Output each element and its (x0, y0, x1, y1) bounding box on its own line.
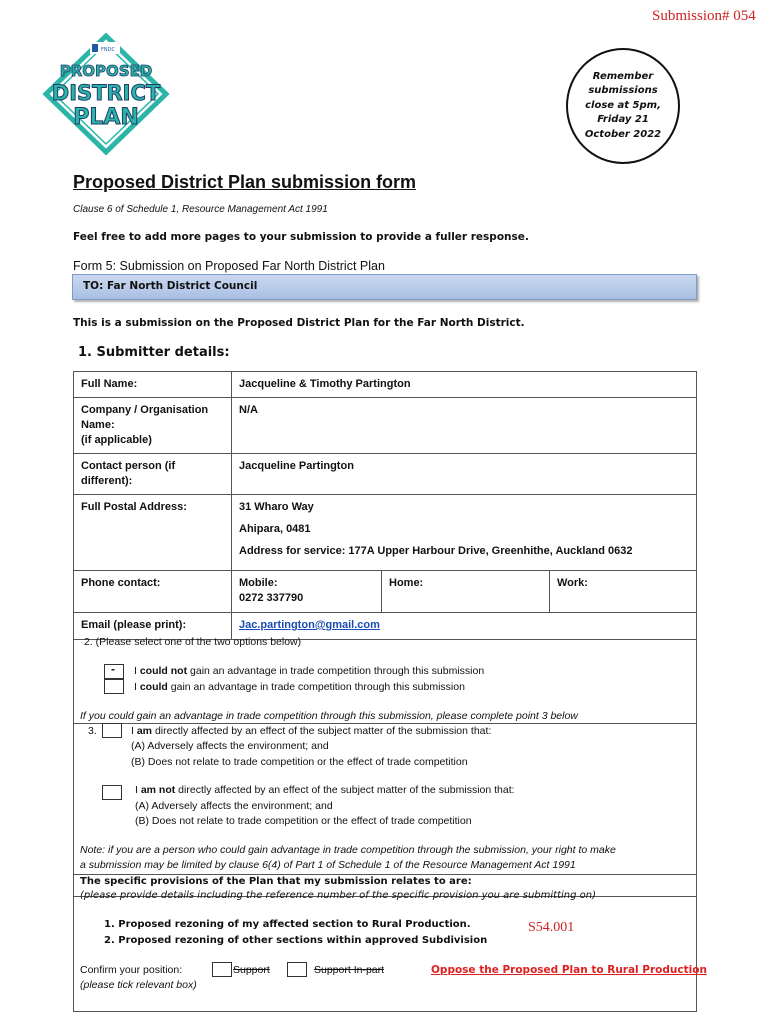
company-field[interactable]: N/A (232, 398, 697, 454)
proposed-district-plan-logo (40, 30, 172, 158)
home-phone-field[interactable]: Home: (382, 571, 550, 613)
mobile-field[interactable]: Mobile: 0272 337790 (232, 571, 382, 613)
am-not-affected-point-b: (B) Does not relate to trade competition or the effect of trade competition (135, 815, 472, 827)
confirm-position-hint: (please tick relevant box) (80, 979, 197, 991)
svg-text:DISTRICT: DISTRICT (51, 81, 161, 105)
full-name-label: Full Name: (74, 372, 232, 398)
section-1-heading: 1. Submitter details: (78, 345, 230, 360)
recipient-bar (72, 274, 697, 300)
could-not-checkbox[interactable]: - (104, 664, 124, 679)
table-row (74, 571, 697, 613)
svg-text:PROPOSED: PROPOSED (59, 62, 153, 80)
advantage-note-line-2: a submission may be limited by clause 6(4) of Part 1 of Schedule 1 of the Resource Management Act 1991 (80, 859, 576, 871)
postal-address-field[interactable]: 31 Wharo Way Ahipara, 0481 Address for service: 177A Upper Harbour Drive, Greenhithe, Auckland 0632 (232, 495, 697, 571)
point-3-note: If you could gain an advantage in trade competition through this submission, please complete point 3 below (80, 710, 578, 722)
could-checkbox[interactable] (104, 679, 124, 694)
clause-reference: Clause 6 of Schedule 1, Resource Management Act 1991 (73, 204, 328, 215)
intro-text: This is a submission on the Proposed District Plan for the Far North District. (73, 317, 525, 329)
postal-address-label: Full Postal Address: (74, 495, 232, 571)
instruction-text: Feel free to add more pages to your submission to provide a fuller response. (73, 231, 529, 243)
table-row (74, 454, 697, 495)
am-affected-checkbox[interactable] (102, 723, 122, 738)
work-phone-field[interactable]: Work: (550, 571, 697, 613)
email-link[interactable]: Jac.partington@gmail.com (239, 619, 380, 631)
am-affected-point-b: (B) Does not relate to trade competition or the effect of trade competition (131, 756, 468, 768)
advantage-note-line-1: Note: if you are a person who could gain advantage in trade competition through the submission, your right to make (80, 844, 616, 856)
am-affected-point-a: (A) Adversely affects the environment; and (131, 740, 329, 752)
am-not-affected-point-a: (A) Adversely affects the environment; and (135, 800, 333, 812)
form-title: Proposed District Plan submission form (73, 172, 417, 192)
could-option: I could gain an advantage in trade competition through this submission (134, 681, 465, 693)
submission-point-code: S54.001 (528, 920, 575, 935)
confirm-position-label: Confirm your position: (80, 964, 183, 976)
provision-item-1: 1. Proposed rezoning of my affected section to Rural Production. (104, 919, 471, 930)
provisions-subheading: (please provide details including the reference number of the specific provision you are submitting on) (80, 890, 596, 901)
support-in-part-option: Support In-part (314, 964, 385, 976)
company-label: Company / Organisation Name: (if applicable) (74, 398, 232, 454)
email-label: Email (please print): (74, 613, 232, 640)
provision-item-2: 2. Proposed rezoning of other sections within approved Subdivision (104, 935, 488, 946)
table-row (74, 495, 697, 571)
svg-text:PLAN: PLAN (73, 105, 139, 130)
submission-number: Submission# 054 (652, 8, 756, 24)
full-name-field[interactable]: Jacqueline & Timothy Partington (232, 372, 697, 398)
provisions-heading: The specific provisions of the Plan that my submission relates to are: (80, 876, 472, 887)
contact-person-label: Contact person (if different): (74, 454, 232, 495)
am-not-affected-option: I am not directly affected by an effect of the subject matter of the submission that: (135, 784, 515, 796)
phone-label: Phone contact: (74, 571, 232, 613)
form-subtitle: Form 5: Submission on Proposed Far North District Plan (73, 259, 385, 273)
am-not-affected-checkbox[interactable] (102, 785, 122, 800)
contact-person-field[interactable]: Jacqueline Partington (232, 454, 697, 495)
oppose-option: Oppose the Proposed Plan to Rural Production (431, 964, 707, 976)
svg-text:FNDC: FNDC (101, 47, 115, 53)
table-row (74, 398, 697, 454)
table-row (74, 372, 697, 398)
could-not-option: I could not gain an advantage in trade competition through this submission (134, 665, 485, 677)
section-2-heading: 2. (Please select one of the two options below) (84, 636, 302, 648)
am-affected-option: I am directly affected by an effect of the subject matter of the submission that: (131, 725, 492, 737)
section-3-number: 3. (88, 725, 97, 737)
support-in-part-checkbox[interactable] (287, 962, 307, 977)
support-checkbox[interactable] (212, 962, 232, 977)
deadline-reminder: Remember submissions close at 5pm, Friday 21 October 2022 (566, 48, 680, 164)
divider (73, 723, 697, 724)
support-option: Support (233, 964, 270, 976)
recipient-text: TO: Far North District Council (83, 280, 258, 292)
submitter-details-table (73, 371, 697, 640)
